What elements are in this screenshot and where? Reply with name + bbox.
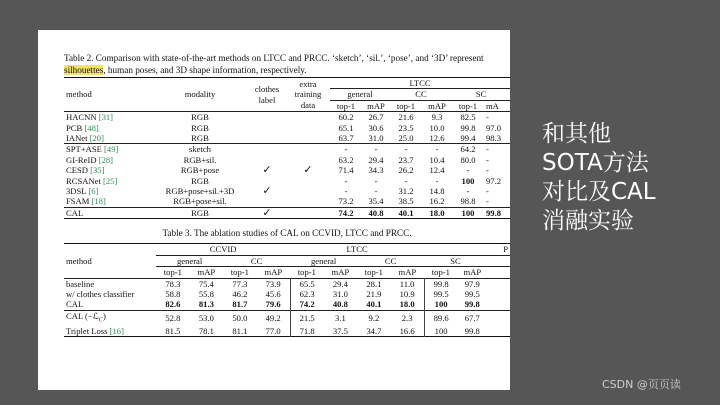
table2-cell-clothes (248, 112, 286, 123)
table3-cell-method (64, 299, 156, 310)
table2-header-top1: top-1 (396, 100, 416, 111)
table3-cell-value: 28.1 (366, 278, 382, 289)
table2-row (64, 144, 510, 155)
method-name: w/ clothes classifier (66, 288, 135, 299)
table3-row (64, 278, 510, 289)
table3-cell-value: 40.8 (332, 299, 348, 310)
table3-cell-value: 77.0 (257, 326, 291, 337)
table2-cell-value: 100 (461, 175, 475, 186)
table2-cell-value: 23.7 (398, 154, 414, 165)
method-name: 3DSL (66, 186, 87, 197)
table3-cell-value: 79.6 (257, 299, 291, 310)
table2-cell-value: - (486, 112, 489, 123)
table2-cell-value: - (435, 144, 439, 155)
table2-cell-clothes (248, 176, 286, 186)
side-text-line: 消融实验 (542, 208, 634, 234)
table3-cell-value: 81.3 (198, 299, 214, 310)
table2-cell-value: - (344, 144, 348, 155)
table3-cell-value: 31.0 (332, 288, 348, 299)
method-name: FSAM (66, 196, 90, 207)
table2-cell-method (64, 123, 152, 133)
table2-cell-value: 63.7 (338, 133, 354, 144)
table2-body (64, 112, 510, 219)
table2-cell-method (64, 186, 152, 196)
table3-cell-value: 21.9 (366, 288, 382, 299)
table3-cell-value: 50.0 (232, 313, 248, 324)
table3-cell-value: 3.1 (335, 313, 346, 324)
table2-cell-modality: RGB+pose+sil. (173, 196, 227, 207)
table3-header-general: general (290, 255, 357, 266)
citation-link[interactable]: [35] (90, 165, 105, 176)
method-name: Triplet Loss (66, 325, 108, 336)
table3-header-cc: CC (223, 255, 290, 266)
csdn-watermark: CSDN @页页读 (602, 378, 681, 391)
table2-cell-value: 25.0 (398, 133, 414, 144)
side-text-line: SOTA方法 (542, 150, 649, 176)
table2-cell-clothes: ✓ (262, 186, 272, 197)
table3-header-ltcc: LTCC (290, 244, 424, 255)
table3-cell-value: 2.3 (391, 310, 425, 326)
table2-cell-value: 12.4 (429, 165, 445, 176)
slide-side-text (542, 120, 712, 236)
table3-cell-value: 67.7 (464, 313, 480, 324)
table3-cell-value: 99.8 (464, 325, 480, 336)
table3-cell-cut (487, 310, 510, 326)
table3-cell-method (64, 289, 156, 299)
table2-cell-value: 31.0 (368, 133, 384, 144)
table2-header-clothes-label: clothes label (254, 84, 280, 105)
method-tail: ) (102, 310, 106, 321)
table2-cell-value: 99.8 (486, 207, 502, 218)
table2-row (64, 123, 510, 133)
table2-header-general: general (330, 89, 390, 100)
citation-link[interactable]: [31] (98, 112, 114, 123)
table3-cell-value: 55.8 (198, 288, 214, 299)
table2-cell-extra (286, 133, 330, 144)
table2-row (64, 196, 510, 207)
table2-cell-method (64, 133, 152, 144)
table2-cell-method (64, 207, 152, 218)
table2-cell-value: - (404, 144, 408, 155)
table3-cell-value: 71.8 (299, 325, 315, 336)
table2-cell-value: 98.3 (486, 133, 502, 144)
table2-cell-extra (286, 207, 330, 218)
table2-caption-post: , human poses, and 3D shape information, respectively. (103, 65, 307, 75)
table2-cell-extra (286, 144, 330, 155)
table2-cell-value: 65.1 (338, 122, 354, 133)
table3-cell-value: 78.3 (165, 278, 181, 289)
table3-header-top1: top-1 (230, 267, 249, 278)
table3-cell-value: 52.8 (165, 313, 181, 324)
table2-cell-value: 10.4 (429, 154, 445, 165)
subscript: C (98, 317, 103, 324)
method-name: baseline (66, 278, 95, 289)
table3-cell-value: 62.3 (299, 288, 315, 299)
table2-cell-value: 12.6 (429, 133, 445, 144)
method-name: RCSANet (66, 175, 101, 186)
table2-cell-value: 30.6 (368, 122, 384, 133)
method-name: IANet (66, 133, 88, 144)
table2-cell-value: - (344, 186, 348, 197)
table3-header-ccvid: CCVID (156, 244, 290, 255)
table2-cell-value: 16.2 (429, 196, 445, 207)
table3-row (64, 326, 510, 337)
table3-cell-value: 75.4 (198, 278, 214, 289)
table2-cell-method (64, 144, 152, 155)
table3-cell-method (64, 278, 156, 289)
table3-cell-value: 58.8 (165, 288, 181, 299)
table2-cell-value: 31.2 (398, 186, 414, 197)
table3-cell-cut (487, 299, 510, 310)
citation-link[interactable]: [49] (104, 144, 119, 155)
table2-cell-value: - (466, 165, 470, 176)
table3-cell-value: 81.7 (232, 299, 248, 310)
table3-cell-cut (487, 289, 510, 299)
table2-header-extra-training: extra training data (294, 79, 322, 110)
table2-header-cc: CC (390, 89, 452, 100)
table2-cell-extra (286, 112, 330, 123)
table3-cell-value: 100 (434, 299, 448, 310)
table2-cell-method (64, 196, 152, 207)
table2-cell-extra (286, 123, 330, 133)
table2-cell-value: - (374, 144, 378, 155)
table2-cell-clothes (248, 144, 286, 155)
table2-cell-value: 97.2 (486, 175, 502, 186)
table3-cell-value: 89.6 (433, 313, 449, 324)
table3-cell-cut (487, 326, 510, 337)
citation-link[interactable]: [20] (89, 133, 104, 144)
table2-cell-clothes (248, 133, 286, 144)
table3-cell-value: 21.5 (299, 313, 315, 324)
table3-cell-value: 18.0 (391, 299, 425, 310)
table2-row (64, 176, 510, 186)
table3-cell-value: 78.1 (198, 325, 214, 336)
table2-cell-modality: RGB+sil. (183, 154, 217, 165)
table3-cell-value: 34.7 (366, 325, 382, 336)
citation-link[interactable]: [18] (91, 196, 106, 207)
table2-cell-value: 99.8 (460, 122, 476, 133)
citation-link[interactable]: [16] (109, 325, 124, 336)
table2-cell-value: 29.4 (368, 154, 384, 165)
table2-cell-value: - (486, 154, 489, 165)
table3-header-top1: top-1 (431, 267, 450, 278)
table3-header-map: mAP (463, 267, 482, 278)
table3-header-top1: top-1 (364, 267, 383, 278)
table2-header-map: mA (486, 100, 499, 111)
table2-cell-method (64, 112, 152, 123)
table2-cell-extra (286, 196, 330, 207)
table3-cell-value: 81.1 (232, 325, 248, 336)
paper-page (38, 30, 510, 390)
table2-cell-value: 71.4 (338, 165, 354, 176)
table3-body (64, 278, 510, 337)
table2-cell-clothes (248, 155, 286, 165)
table2-cell-extra: ✓ (303, 165, 313, 176)
table2-cell-clothes: ✓ (262, 165, 272, 176)
table2-header-map: mAP (428, 100, 446, 111)
table3-cell-value: 99.8 (433, 278, 449, 289)
table2-cell-value: - (374, 186, 378, 197)
table3-cell-value: 16.6 (391, 326, 425, 337)
method-name: PCB (66, 122, 83, 133)
table2-header-top1: top-1 (458, 100, 478, 111)
table3-cell-value: 100 (434, 325, 448, 336)
method-name: CAL (66, 207, 84, 218)
table3-cell-value: 29.4 (332, 278, 348, 289)
table3-cell-value: 74.2 (299, 299, 315, 310)
table3-cell-value: 10.9 (391, 289, 425, 299)
table2-cell-value: 10.0 (429, 122, 445, 133)
table3-cell-value: 49.2 (257, 310, 291, 326)
table2-caption-pre: Table 2. Comparison with state-of-the-art methods on LTCC and PRCC. ‘sketch’, ‘sil.’, ‘pose’, and ‘3D’ represent (64, 53, 484, 63)
table3-cell-value: 37.5 (332, 325, 348, 336)
table2-cell-modality: RGB+pose+sil.+3D (165, 186, 235, 197)
table2-cell-value: 40.8 (368, 207, 384, 218)
table2-cell-value: 14.8 (429, 186, 445, 197)
table2-cell-value: 26.2 (398, 165, 414, 176)
table3-row (64, 299, 510, 310)
table3-cell-value: 73.9 (257, 278, 291, 289)
table2-cell-value: 64.2 (460, 144, 476, 155)
table2-cell-clothes: ✓ (262, 207, 272, 219)
method-name: GI-ReID (66, 154, 97, 165)
table3-header-sc: SC (424, 255, 487, 266)
table2-cell-method (64, 176, 152, 186)
table2-header-sc: SC (452, 89, 510, 100)
table2-cell-value: 26.7 (368, 112, 384, 123)
table3-cell-value: 40.1 (366, 299, 382, 310)
table2-row (64, 155, 510, 165)
table2-cell-method (64, 155, 152, 165)
table2-cell-modality: RGB (191, 112, 209, 123)
table2-cell-method (64, 165, 152, 175)
table2-row (64, 207, 510, 218)
table3-cell-value: 46.2 (232, 288, 248, 299)
method-name: CESD (66, 165, 88, 176)
side-text-line: 和其他 (542, 121, 611, 147)
table3-caption: Table 3. The ablation studies of CAL on CCVID, LTCC and PRCC. (162, 228, 412, 239)
table2-cell-value: 82.5 (460, 112, 476, 123)
table3-header-map: mAP (197, 267, 216, 278)
table3-header-map: mAP (264, 267, 283, 278)
citation-link[interactable]: [25] (103, 175, 118, 186)
table2-header-top1: top-1 (336, 100, 356, 111)
table2-cell-modality: RGB (191, 122, 209, 133)
table2-cell-value: 34.3 (368, 165, 384, 176)
table3-header-top1: top-1 (163, 267, 182, 278)
side-text-line: 对比及CAL (542, 179, 656, 205)
citation-link[interactable]: [6] (88, 186, 99, 197)
citation-link[interactable]: [28] (98, 154, 114, 165)
table3-cell-value: 99.5 (464, 288, 480, 299)
table2-cell-value: - (374, 175, 378, 186)
table3-cell-value: 99.8 (464, 299, 480, 310)
table3-cell-value: 65.5 (299, 278, 315, 289)
table2-header-ltcc: LTCC (330, 78, 510, 89)
table3-cell-value: 97.9 (464, 278, 480, 289)
table3-row (64, 310, 510, 326)
table2-cell-value: 100 (461, 207, 475, 218)
table2-row (64, 186, 510, 196)
table2-cell-value: 38.5 (398, 196, 414, 207)
table2-cell-value: 80.0 (460, 154, 476, 165)
table2-cell-clothes (248, 123, 286, 133)
table2-cell-value: - (486, 186, 489, 197)
table2-cell-value: - (486, 165, 489, 176)
table3-row (64, 289, 510, 299)
table3-cell-cut (487, 278, 510, 289)
table2-cell-value: 99.4 (460, 133, 476, 144)
citation-link[interactable]: [48] (84, 122, 99, 133)
table2-cell-extra (286, 186, 330, 196)
table3-header-general: general (156, 255, 223, 266)
table2-header-modality: modality (184, 89, 216, 100)
table3-header-map: mAP (331, 267, 350, 278)
table2-cell-value: - (486, 196, 489, 207)
table3-cell-value: 82.6 (165, 299, 181, 310)
table2-cell-value: 18.0 (429, 207, 445, 218)
table2-header-method: method (66, 89, 92, 100)
table2-caption-highlight: silhouettes (64, 65, 104, 75)
table3 (64, 243, 510, 337)
table2-header-map: mAP (367, 100, 385, 111)
table2-cell-value: 97.0 (486, 122, 502, 133)
table3-header-method: method (66, 255, 92, 266)
table3-cell-value: 77.3 (232, 278, 248, 289)
table2 (64, 77, 510, 219)
table2-cell-clothes (248, 196, 286, 207)
table3-header-map: mAP (398, 267, 417, 278)
table3-cell-method (64, 326, 156, 337)
table2-cell-modality: RGB (191, 175, 209, 186)
table2-cell-value: 73.2 (338, 196, 354, 207)
table2-cell-modality: RGB (191, 133, 209, 144)
table2-cell-value: 40.1 (398, 207, 414, 218)
table2-cell-value: - (435, 175, 439, 186)
table2-cell-value: 23.5 (398, 122, 414, 133)
table3-header-top1: top-1 (297, 267, 316, 278)
table2-cell-modality: sketch (189, 144, 211, 155)
table3-header-cc: CC (357, 255, 424, 266)
table3-cell-value: 9.2 (368, 313, 380, 324)
table3-cell-value: 45.6 (257, 289, 291, 299)
table3-cell-value: 53.0 (198, 313, 214, 324)
table2-cell-value: 9.3 (431, 112, 443, 123)
table2-row (64, 112, 510, 123)
table2-row (64, 165, 510, 175)
method-name: SPT+ASE (66, 144, 102, 155)
table2-row (64, 133, 510, 144)
paper-content (64, 52, 510, 337)
table2-cell-extra (286, 155, 330, 165)
method-name: CAL (−ℒ (66, 310, 99, 321)
table2-cell-value: 63.2 (338, 154, 354, 165)
table2-cell-modality: RGB+pose (180, 165, 220, 176)
table2-cell-value: - (404, 175, 408, 186)
method-name: CAL (66, 299, 84, 310)
table3-cell-value: 11.0 (391, 278, 425, 289)
table3-cell-method (64, 310, 156, 326)
table3-header-prcc: P (424, 244, 510, 255)
table3-cell-value: 81.5 (165, 325, 181, 336)
table2-cell-value: 35.4 (368, 196, 384, 207)
table2-cell-value: - (486, 144, 489, 155)
method-name: HACNN (66, 112, 97, 123)
table2-caption (64, 52, 510, 76)
table2-cell-value: 98.8 (460, 196, 476, 207)
table3-cell-value: 99.5 (433, 288, 449, 299)
table2-cell-value: - (344, 175, 348, 186)
table2-cell-modality: RGB (191, 207, 209, 218)
table2-cell-value: - (466, 186, 470, 197)
table2-cell-value: 74.2 (338, 207, 354, 218)
table2-cell-extra (286, 176, 330, 186)
table2-cell-value: 21.6 (398, 112, 414, 123)
table2-cell-value: 60.2 (338, 112, 354, 123)
